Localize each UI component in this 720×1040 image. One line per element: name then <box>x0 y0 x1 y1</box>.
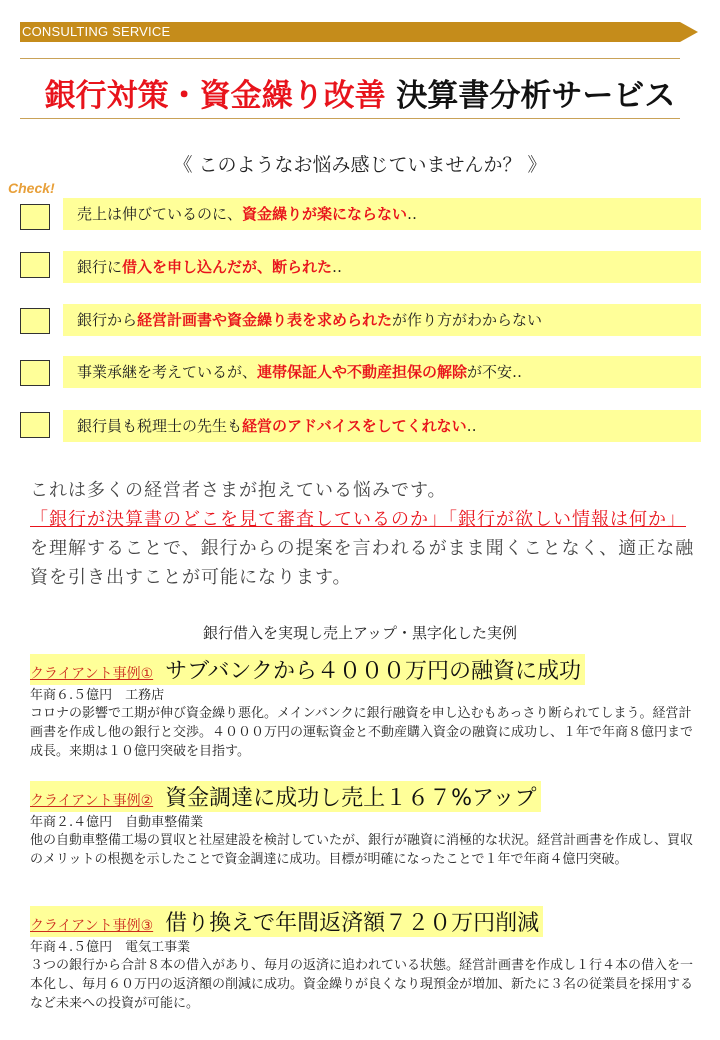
worry-highlight: 借入を申し込んだが、断られた <box>122 258 333 276</box>
intro-line: これは多くの経営者さまが抱えている悩みです。 <box>30 480 447 501</box>
intro-highlight-1: 「銀行が決算書のどこを見て審査しているのか」 <box>30 509 448 530</box>
worry-highlight: 資金繰りが楽にならない <box>242 205 408 223</box>
worry-item-5 <box>63 410 701 442</box>
case-1 <box>30 654 700 761</box>
worry-text: 銀行に <box>77 258 123 276</box>
case-label: クライアント事例① <box>30 666 154 682</box>
worry-text: 事業承継を考えているが、 <box>77 363 258 381</box>
title-black: 決算書分析サービス <box>396 78 676 114</box>
worry-highlight: 経営計画書や資金繰り表を求められた <box>137 311 393 329</box>
case-meta: 年商６.５億円 工務店 <box>30 688 165 703</box>
case-label: クライアント事例② <box>30 793 154 809</box>
title-red: 銀行対策・資金繰り改善 <box>44 78 386 114</box>
banner-arrow <box>680 22 698 42</box>
case-body: 他の自動車整備工場の買収と社屋建設を検討していたが、銀行が融資に消極的な状況。経営計画書を作成し、買収のメリットの根拠を示したことで資金調達に成功。目標が明確になったことで１年で年商４億円突破。 <box>30 833 694 867</box>
case-title: サブバンクから４０００万円の融資に成功 <box>165 659 581 684</box>
worry-text: 銀行員も税理士の先生も <box>77 417 243 435</box>
case-title: 資金調達に成功し売上１６７%アップ <box>165 786 537 811</box>
worry-text: 銀行から <box>77 311 138 329</box>
case-header <box>30 781 541 812</box>
case-header <box>30 654 585 685</box>
worry-text: が不安‥ <box>467 363 523 381</box>
worry-text: ‥ <box>332 258 343 276</box>
cases-heading: 銀行借入を実現し売上アップ・黒字化した実例 <box>203 624 517 642</box>
checkbox-4[interactable] <box>20 360 50 386</box>
case-label: クライアント事例③ <box>30 918 154 934</box>
checkbox-1[interactable] <box>20 204 50 230</box>
title-rule-bottom <box>20 118 680 119</box>
checkbox-3[interactable] <box>20 308 50 334</box>
case-meta: 年商２.４億円 自動車整備業 <box>30 815 204 830</box>
intro-paragraph <box>30 476 700 592</box>
worry-text: が作り方がわからない <box>392 311 543 329</box>
worry-item-1 <box>63 198 701 230</box>
case-header <box>30 906 543 937</box>
case-meta: 年商４.５億円 電気工事業 <box>30 940 191 955</box>
question-heading: 《 このようなお悩み感じていませんか？ 》 <box>173 154 547 176</box>
case-3 <box>30 906 700 1013</box>
worry-item-4 <box>63 356 701 388</box>
worry-highlight: 経営のアドバイスをしてくれない <box>242 417 467 435</box>
worry-text: ‥ <box>407 205 418 223</box>
intro-rest: を理解することで、銀行からの提案を言われるがまま聞くことなく、適正な融資を引き出すことが可能になります。 <box>30 538 695 588</box>
case-2 <box>30 781 700 869</box>
case-title: 借り換えで年間返済額７２０万円削減 <box>165 911 540 936</box>
intro-highlight-2: 「銀行が欲しい情報は何か」 <box>448 509 686 530</box>
worry-item-3 <box>63 304 701 336</box>
title-rule-top <box>20 58 680 59</box>
worry-text: ‥ <box>466 417 477 435</box>
worry-text: 売上は伸びているのに、 <box>77 205 243 223</box>
page-title <box>20 70 700 115</box>
case-body: コロナの影響で工期が伸び資金繰り悪化。メインバンクに銀行融資を申し込むもあっさり断られてしまう。経営計画書を作成し他の銀行と交渉。４０００万円の運転資金と不動産購入資金の融資に成功し、１年で年商８億円まで成長。来期は１０億円突破を目指す。 <box>30 706 694 759</box>
banner-label: CONSULTING SERVICE <box>22 24 171 39</box>
worry-item-2 <box>63 251 701 283</box>
case-body: ３つの銀行から合計８本の借入があり、毎月の返済に追われている状態。経営計画書を作成し１行４本の借入を一本化し、毎月６０万円の返済額の削減に成功。資金繰りが良くなり現預金が増加、新たに３名の従業員を採用するなど未来への投資が可能に。 <box>30 958 694 1011</box>
check-label: Check! <box>8 180 55 196</box>
checkbox-2[interactable] <box>20 252 50 278</box>
worry-highlight: 連帯保証人や不動産担保の解除 <box>257 363 468 381</box>
checkbox-5[interactable] <box>20 412 50 438</box>
